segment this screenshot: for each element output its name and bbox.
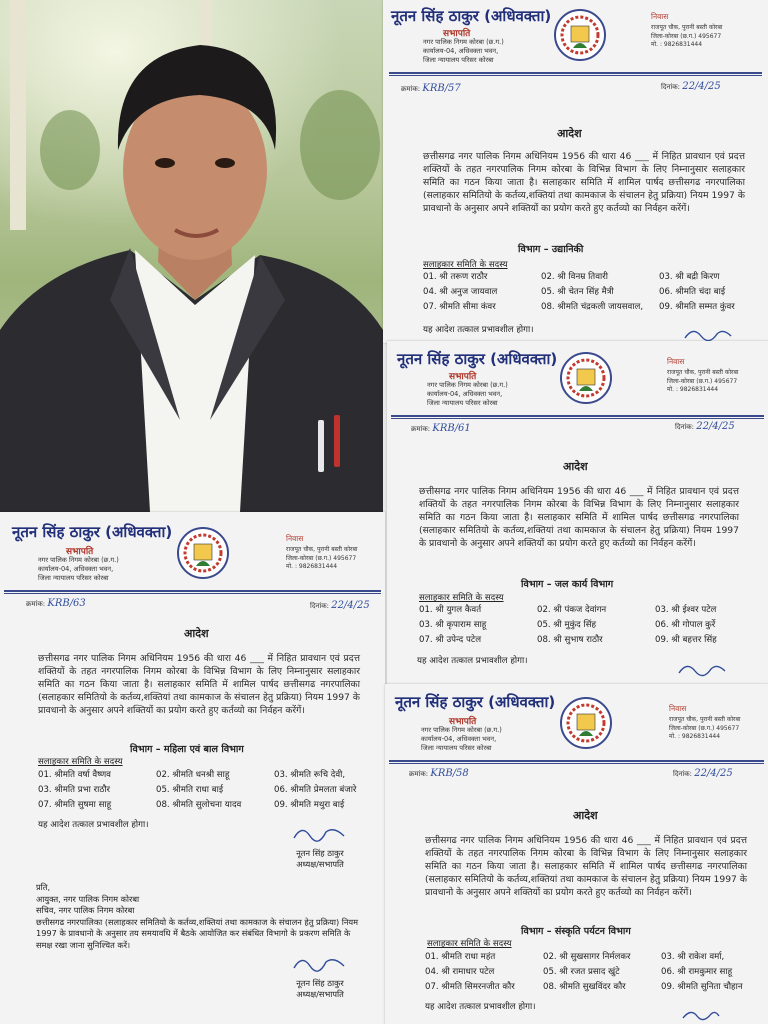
member: 06. श्री रामकुमार साहू — [661, 967, 733, 977]
member: 07. श्रीमति सुषमा साहू — [38, 800, 112, 810]
order-body: छत्तीसगढ नगर पालिक निगम अधिनियम 1956 की धारा 46 ___ में निहित प्रावधान एवं प्रदत्त शक्तियों के तहत नगरपालिक निगम कोरबा के विभिन्न विभाग के लिए निम्नानुसार सलाहकार समिति का गठन किया जाता है। सलाहकार समिति में शामिल पार्षद छत्तीसगढ नगरपालिका (सलाहकार समितियो के कर्तव्य,शक्तियां तथा कामकाज के संचालन हेतु प्रक्रिया) नियम 1997 के प्रावधानो के अनुसार अपने शक्तियों का प्रयोग करते हुए कर्तव्यो का निर्वहन करेंगें। — [423, 151, 745, 214]
order-date: दिनांक: 22/4/25 — [673, 768, 733, 779]
effective-statement: यह आदेश तत्काल प्रभावशील होगा। — [425, 1002, 536, 1012]
member: 04. श्री रामाधार पटेल — [425, 967, 495, 977]
letterhead-role: सभापति — [443, 29, 471, 39]
signature-icon — [292, 824, 346, 846]
residence-label: निवास — [667, 357, 685, 366]
reference-number: क्रमांक: KRB/61 — [411, 423, 471, 434]
member: 03. श्री ईश्वर पटेल — [655, 605, 717, 615]
order-date: दिनांक: 22/4/25 — [675, 421, 735, 432]
letterhead-role: सभापति — [449, 372, 477, 382]
letterhead-address: नगर पालिक निगम कोरबा (छ.ग.) कार्यालय-04, अधिवक्ता भवन, जिला न्यायालय परिसर कोरबा — [38, 556, 119, 582]
effective-statement: यह आदेश तत्काल प्रभावशील होगा। — [38, 820, 149, 830]
effective-statement: यह आदेश तत्काल प्रभावशील होगा। — [423, 325, 534, 335]
committee-heading: सलाहकार समिति के सदस्य — [427, 939, 512, 949]
member: 09. श्री बहत्तर सिंह — [655, 635, 717, 645]
member: 02. श्रीमति धनश्री साहू — [156, 770, 230, 780]
signature-icon — [683, 326, 733, 342]
signatory-block: नूतन सिंह ठाकुर अध्यक्ष/सभापति — [296, 848, 344, 869]
residence-label: निवास — [651, 12, 669, 21]
order-body: छत्तीसगढ नगर पालिक निगम अधिनियम 1956 की धारा 46 ___ में निहित प्रावधान एवं प्रदत्त शक्तियों के तहत नगरपालिक निगम कोरबा के विभिन्न विभाग के लिए निम्नानुसार सलाहकार समिति का गठन किया जाता है। सलाहकार समिति में शामिल पार्षद छत्तीसगढ नगरपालिका (सलाहकार समितियो के कर्तव्य,शक्तियां तथा कामकाज के संचालन हेतु प्रक्रिया) नियम 1997 के प्रावधानो के अनुसार अपने शक्तियों का प्रयोग करते हुए कर्तव्यो का निर्वहन करेंगें। — [38, 653, 360, 716]
letterhead-name: नूतन सिंह ठाकुर (अधिवक्ता) — [391, 7, 552, 25]
corporation-logo-icon — [553, 8, 607, 62]
member: 09. श्रीमति सम्मत कुंवर — [659, 302, 735, 312]
member: 03. श्रीमति प्रभा राठौर — [38, 785, 111, 795]
reference-number: क्रमांक: KRB/57 — [401, 83, 461, 94]
member: 02. श्री सुखसागर निर्मलकर — [543, 952, 631, 962]
member: 07. श्रीमति सिमरनजीत कौर — [425, 982, 515, 992]
member: 08. श्रीमति चंद्रकली जायसवाल, — [541, 302, 644, 312]
member: 02. श्री पंकज देवांगन — [537, 605, 607, 615]
committee-heading: सलाहकार समिति के सदस्य — [423, 260, 508, 270]
letterhead-name: नूतन सिंह ठाकुर (अधिवक्ता) — [12, 523, 173, 541]
member: 03. श्रीमति रूचि देवी, — [274, 770, 346, 780]
residence-address: राजपूत चौक, पुरानी बस्ती कोरबा जिला-कोरबा (छ.ग.) 495677 मो. : 9826831444 — [669, 716, 741, 740]
member: 05. श्री चेतन सिंह मैत्री — [541, 287, 614, 297]
order-document-women-child — [0, 512, 385, 1024]
order-date: दिनांक: 22/4/25 — [661, 81, 721, 92]
member: 08. श्री सुभाष राठौर — [537, 635, 603, 645]
member: 07. श्रीमति सीमा कंवर — [423, 302, 496, 312]
order-document-horticulture — [383, 0, 768, 343]
letterhead-role: सभापति — [449, 717, 477, 727]
signatory-block: नूतन सिंह ठाकुर अध्यक्ष/सभापति — [296, 978, 344, 999]
corporation-logo-icon — [559, 351, 613, 405]
member: 05. श्री मुकुंद सिंह — [537, 620, 597, 630]
committee-heading: सलाहकार समिति के सदस्य — [38, 757, 123, 767]
member: 03. श्री कृपाराम साहू — [419, 620, 487, 630]
letterhead-role: सभापति — [66, 547, 94, 557]
member: 09. श्रीमति सुनिता चौहान — [661, 982, 743, 992]
order-title: आदेश — [557, 127, 582, 140]
residence-label: निवास — [286, 534, 304, 543]
residence-label: निवास — [669, 704, 687, 713]
order-body: छत्तीसगढ नगर पालिक निगम अधिनियम 1956 की धारा 46 ___ में निहित प्रावधान एवं प्रदत्त शक्तियों के तहत नगरपालिक निगम कोरबा के विभिन्न विभाग के लिए निम्नानुसार सलाहकार समिति का गठन किया जाता है। सलाहकार समिति में शामिल पार्षद छत्तीसगढ नगरपालिका (सलाहकार समितियो के कर्तव्य,शक्तियां तथा कामकाज के संचालन हेतु प्रक्रिया) नियम 1997 के प्रावधानो के अनुसार अपने शक्तियों का प्रयोग करते हुए कर्तव्यो का निर्वहन करेंगें। — [425, 835, 747, 898]
department-heading: विभाग – उद्यानिकी — [518, 244, 584, 255]
corporation-logo-icon — [176, 526, 230, 580]
corporation-logo-icon — [559, 696, 613, 750]
member: 06. श्री गोपाल कुर्रे — [655, 620, 716, 630]
signature-icon — [677, 661, 727, 679]
member-list — [38, 768, 385, 810]
reference-number: क्रमांक: KRB/63 — [26, 598, 86, 609]
letterhead-name: नूतन सिंह ठाकुर (अधिवक्ता) — [397, 350, 558, 368]
member: 06. श्रीमति प्रेमलता बंजारे — [274, 785, 357, 795]
reference-number: क्रमांक: KRB/58 — [409, 768, 469, 779]
member: 02. श्री विनम्र तिवारी — [541, 272, 608, 282]
residence-address: राजपूत चौक, पुरानी बस्ती कोरबा जिला-कोरबा (छ.ग.) 495677 मो. : 9826831444 — [286, 546, 358, 570]
portrait-photo — [0, 0, 383, 512]
department-heading: विभाग – महिला एवं बाल विभाग — [130, 744, 244, 755]
member-list — [425, 950, 768, 992]
member: 01. श्रीमति राधा महंत — [425, 952, 496, 962]
residence-address: राजपूत चौक, पुरानी बस्ती कोरबा जिला-कोरबा (छ.ग.) 495677 मो. : 9826831444 — [651, 24, 723, 48]
member: 01. श्री युगल कैवर्त — [419, 605, 482, 615]
order-document-culture-tourism — [385, 684, 768, 1024]
signature-icon — [292, 954, 346, 976]
member: 06. श्रीमति चंदा बाई — [659, 287, 726, 297]
member: 09. श्रीमति मथुरा बाई — [274, 800, 345, 810]
order-title: आदेश — [573, 809, 598, 822]
department-heading: विभाग – जल कार्य विभाग — [521, 579, 614, 590]
member: 01. श्री तरूण राठौर — [423, 272, 488, 282]
member: 01. श्रीमति वर्षा वैष्णव — [38, 770, 111, 780]
letterhead-address: नगर पालिक निगम कोरबा (छ.ग.) कार्यालय-04, अधिवक्ता भवन, जिला न्यायालय परिसर कोरबा — [423, 38, 504, 64]
member: 08. श्रीमति सुखविंदर कौर — [543, 982, 626, 992]
order-body: छत्तीसगढ नगर पालिक निगम अधिनियम 1956 की धारा 46 ___ में निहित प्रावधान एवं प्रदत्त शक्तियों के तहत नगरपालिक निगम कोरबा के विभिन्न विभाग के लिए निम्नानुसार सलाहकार समिति का गठन किया जाता है। सलाहकार समिति में शामिल पार्षद छत्तीसगढ नगरपालिका (सलाहकार समितियो के कर्तव्य,शक्तियां तथा कामकाज के संचालन हेतु प्रक्रिया) नियम 1997 के प्रावधानो के अनुसार अपने शक्तियों का प्रयोग करते हुए कर्तव्यो का निर्वहन करेंगें। — [419, 486, 739, 549]
letterhead-name: नूतन सिंह ठाकुर (अधिवक्ता) — [395, 693, 556, 711]
member: 05. श्री रजत प्रसाद खुंटे — [543, 967, 620, 977]
order-title: आदेश — [563, 460, 588, 473]
letterhead-address: नगर पालिक निगम कोरबा (छ.ग.) कार्यालय-04, अधिवक्ता भवन, जिला न्यायालय परिसर कोरबा — [421, 726, 502, 752]
member: 03. श्री राकेश वर्मा, — [661, 952, 725, 962]
order-document-water-works — [387, 341, 768, 685]
member-list — [419, 603, 768, 645]
addressee-block: प्रति, आयुक्त, नगर पालिक निगम कोरबा सचिव, नगर पालिक निगम कोरबा छत्तीसगढ नगरपालिका (सलाहकार समितियो के कर्तव्य,शक्तियां तथा कामकाज के संचालन हेतु प्रक्रिया) नियम 1997 के प्रावधानो के अनुसार तय समयावधि में बैठके आयोजित कर संबंधित विभागो के प्रकरण समिति के समक्ष रखा जाना सुनिश्चित करें। — [36, 882, 359, 950]
member: 08. श्रीमति सुलोचना यादव — [156, 800, 242, 810]
person-figure — [0, 0, 383, 512]
member: 03. श्री बद्री किरण — [659, 272, 720, 282]
member: 04. श्री अनुज जायवाल — [423, 287, 498, 297]
member-list — [423, 270, 768, 312]
committee-heading: सलाहकार समिति के सदस्य — [419, 593, 504, 603]
residence-address: राजपूत चौक, पुरानी बस्ती कोरबा जिला-कोरबा (छ.ग.) 495677 मो. : 9826831444 — [667, 369, 739, 393]
effective-statement: यह आदेश तत्काल प्रभावशील होगा। — [417, 656, 528, 666]
signature-icon — [681, 1008, 721, 1022]
order-date: दिनांक: 22/4/25 — [310, 600, 370, 611]
member: 05. श्रीमति राधा बाई — [156, 785, 224, 795]
letterhead-address: नगर पालिक निगम कोरबा (छ.ग.) कार्यालय-04, अधिवक्ता भवन, जिला न्यायालय परिसर कोरबा — [427, 381, 508, 407]
member: 07. श्री उपेन्द पटेल — [419, 635, 482, 645]
department-heading: विभाग – संस्कृति पर्यटन विभाग — [521, 926, 631, 937]
order-title: आदेश — [184, 627, 209, 640]
